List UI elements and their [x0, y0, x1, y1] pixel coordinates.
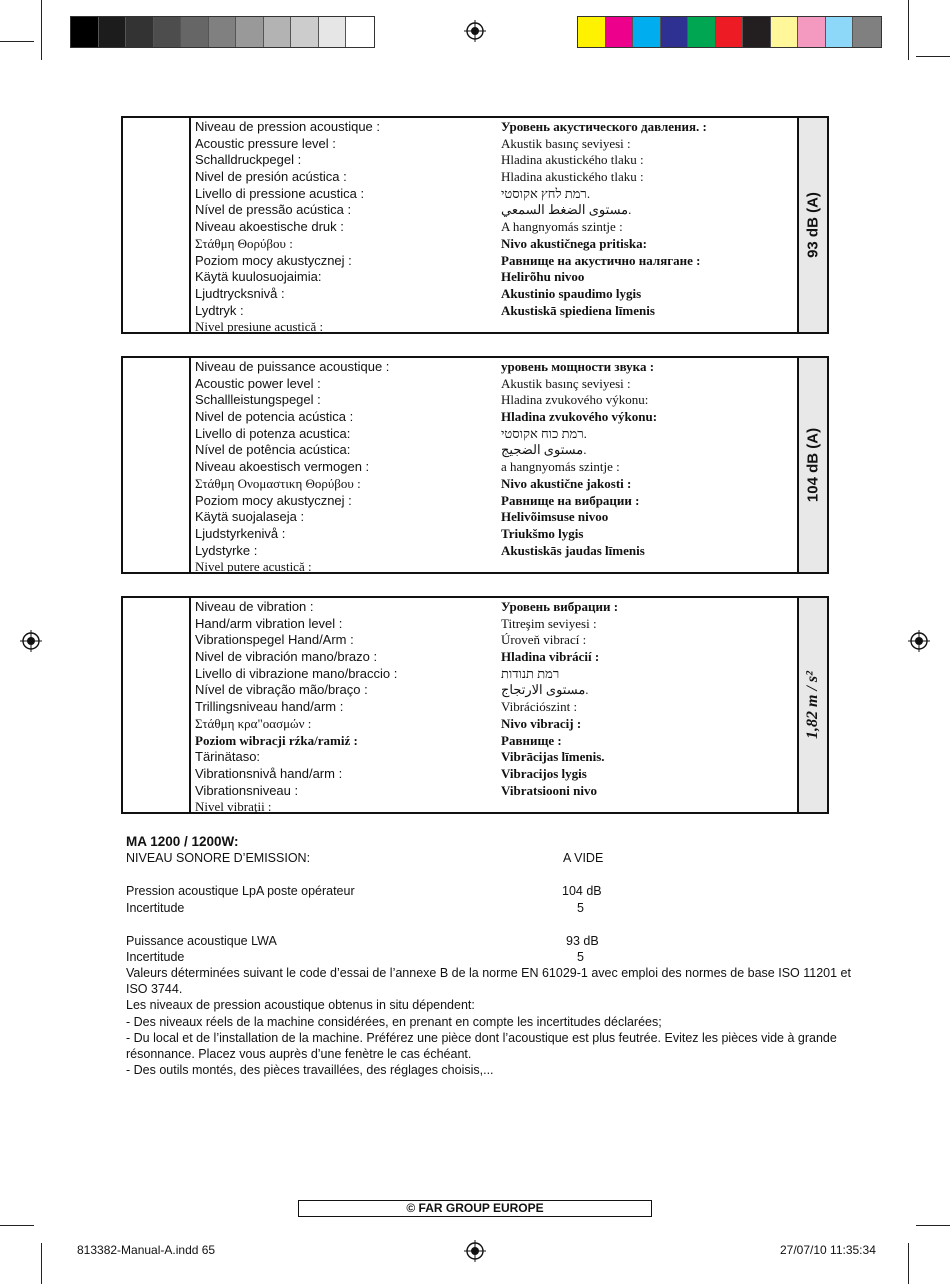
color-swatch: [291, 17, 319, 47]
table-rows: [195, 119, 793, 336]
row-translation: Уровень вибрации :: [501, 599, 619, 614]
table-row: [195, 559, 793, 576]
row-translation: Helirõhu nivoo: [501, 269, 585, 285]
table-row: [195, 392, 793, 409]
row-label: Acoustic power level :: [195, 375, 321, 391]
row-label: Ljudstyrkenivå :: [195, 525, 286, 541]
color-swatch: [99, 17, 127, 47]
row-label: Nível de vibração mão/braço :: [195, 682, 368, 698]
row-label: Schalldruckpegel :: [195, 152, 302, 168]
row-label: Livello di pressione acustica :: [195, 185, 365, 201]
copyright-box: © FAR GROUP EUROPE: [298, 1200, 652, 1217]
table-row: [195, 799, 793, 816]
table-row: [195, 699, 793, 716]
row-label: Nivel de potencia acústica :: [195, 409, 354, 425]
row-translation: Уровень акустического давления. :: [501, 119, 707, 134]
row-label: Στάθμη Θορύβου :: [195, 235, 293, 251]
row-label: Livello di potenza acustica:: [195, 425, 351, 441]
row-translation: Hladina zvukového výkonu:: [501, 409, 658, 425]
registration-mark-icon: [464, 1240, 486, 1262]
row-label: Nivel de presión acústica :: [195, 169, 347, 185]
row-label: Vibrationsniveau :: [195, 782, 299, 798]
table-row: [195, 783, 793, 800]
row-translation: مستوى الضغط السمعي.: [501, 202, 632, 218]
paragraph-line: Les niveaux de pression acoustique obtenus in situ dépendent:: [126, 998, 475, 1013]
color-swatch: [716, 17, 744, 47]
color-swatch: [688, 17, 716, 47]
row-translation: уровень мощности звука :: [501, 359, 655, 374]
row-translation: Равнище :: [501, 732, 562, 748]
table-row: [195, 682, 793, 699]
row-label: Poziom mocy akustycznej :: [195, 492, 352, 508]
row-label: Lydstyrke :: [195, 542, 258, 558]
row-label: Käytä kuulosuojaimia:: [195, 269, 322, 285]
color-swatch: [578, 17, 606, 47]
paragraph-line: ISO 3744.: [126, 982, 183, 997]
uncertainty-label: Incertitude: [126, 901, 185, 915]
row-translation: Hladina vibrácií :: [501, 649, 600, 665]
row-label: Nivel putere acustică :: [195, 559, 312, 575]
row-label: Στάθμη κρα"οασμών :: [195, 715, 312, 731]
color-swatch: [319, 17, 347, 47]
row-label: Nivel vibraţii :: [195, 799, 272, 815]
notes-paragraph: [126, 965, 851, 1078]
row-translation: Akustiskā spiediena līmenis: [501, 302, 655, 318]
color-swatch: [154, 17, 182, 47]
row-translation: רמת כוח אקוסטי.: [501, 425, 587, 441]
row-translation: Akustiskās jaudas līmenis: [501, 542, 645, 558]
paragraph-line: Valeurs déterminées suivant le code d’essai de l’annexe B de la norme EN 61029-1 avec emploi des normes de base ISO 11201 et: [126, 966, 851, 980]
paragraph-line: résonnance. Placez vous auprès d’une fenètre le cas échéant.: [126, 1047, 472, 1062]
row-translation: Akustik basınç seviyesi :: [501, 135, 631, 151]
crop-mark: [0, 41, 34, 42]
registration-mark-icon: [20, 630, 42, 652]
row-translation: Vibracijos lygis: [501, 765, 587, 781]
table-row: [195, 303, 793, 320]
row-translation: مستوى الارتجاج.: [501, 682, 589, 698]
crop-mark: [41, 1243, 42, 1284]
table-row: [195, 409, 793, 426]
row-translation: רמת תנודות: [501, 665, 560, 681]
paragraph-line: - Des outils montés, des pièces travaillées, des réglages choisis,...: [126, 1063, 494, 1078]
table-row: [195, 632, 793, 649]
power-label: Puissance acoustique LWA: [126, 934, 277, 948]
table-row: [195, 526, 793, 543]
color-swatch: [853, 17, 881, 47]
crop-mark: [0, 1225, 34, 1226]
color-swatch: [209, 17, 237, 47]
row-label: Nível de pressão acústica :: [195, 202, 352, 218]
table-row: [195, 136, 793, 153]
sound-power-table: [121, 356, 829, 574]
row-translation: Nivo akustične jakosti :: [501, 475, 632, 491]
row-label: Käytä suojalaseja :: [195, 509, 305, 525]
table-row: [195, 543, 793, 560]
color-swatch: [606, 17, 634, 47]
table-row: [195, 286, 793, 303]
row-translation: Nivo akustičnega pritiska:: [501, 235, 647, 251]
table-row: [195, 119, 793, 136]
table-row: [195, 493, 793, 510]
row-label: Niveau de puissance acoustique :: [195, 359, 390, 374]
color-swatch: [71, 17, 99, 47]
paragraph-line: - Des niveaux réels de la machine considérées, en prenant en compte les incertitudes déclarées;: [126, 1014, 662, 1029]
pressure-value: 104 dB: [562, 884, 602, 898]
emission-value: A VIDE: [563, 851, 604, 865]
row-label: Hand/arm vibration level :: [195, 615, 343, 631]
emission-label: NIVEAU SONORE D’EMISSION:: [126, 851, 311, 865]
row-translation: Hladina akustického tlaku :: [501, 169, 644, 185]
table-row: [195, 219, 793, 236]
row-translation: רמת לחץ אקוסטי.: [501, 185, 591, 201]
sound-pressure-table: [121, 116, 829, 334]
vibration-table: [121, 596, 829, 814]
row-translation: مستوى الضجيج.: [501, 442, 587, 458]
row-label: Niveau de vibration :: [195, 599, 314, 614]
blank-cell: [123, 118, 191, 332]
sound-power-value: 104 dB (A): [804, 427, 822, 503]
table-row: [195, 716, 793, 733]
table-row: [195, 616, 793, 633]
table-rows: [195, 359, 793, 576]
row-label: Nivel presiune acustică :: [195, 319, 324, 335]
registration-mark-icon: [908, 630, 930, 652]
timestamp: 27/07/10 11:35:34: [780, 1243, 876, 1257]
row-translation: Akustinio spaudimo lygis: [501, 285, 642, 301]
table-row: [195, 426, 793, 443]
row-label: Acoustic pressure level :: [195, 135, 336, 151]
row-translation: Равнище на акустично налягане :: [501, 252, 701, 268]
table-row: [195, 666, 793, 683]
table-row: [195, 766, 793, 783]
row-label: Tärinätaso:: [195, 749, 261, 765]
color-swatch: [181, 17, 209, 47]
row-label: Vibrationsnivå hand/arm :: [195, 765, 343, 781]
table-row: [195, 152, 793, 169]
table-row: [195, 269, 793, 286]
paragraph-line: - Du local et de l’installation de la machine. Préférez une pièce dont l’acoustique est plus feutrée. Evitez les pièces vide à grande: [126, 1030, 837, 1045]
table-rows: [195, 599, 793, 816]
row-translation: Vibrācijas līmenis.: [501, 749, 605, 765]
blank-cell: [123, 598, 191, 812]
row-translation: Hladina zvukového výkonu:: [501, 392, 649, 408]
crop-mark: [41, 0, 42, 60]
color-swatch: [633, 17, 661, 47]
row-label: Nível de potência acústica:: [195, 442, 351, 458]
row-translation: Hladina akustického tlaku :: [501, 152, 644, 168]
pressure-label: Pression acoustique LpA poste opérateur: [126, 884, 355, 898]
table-row: [195, 733, 793, 750]
row-label: Poziom wibracji rźka/ramiź :: [195, 732, 358, 748]
value-cell: [797, 358, 827, 572]
row-label: Lydtryk :: [195, 302, 244, 318]
row-translation: Vibratsiooni nivo: [501, 782, 597, 798]
grayscale-color-bar: [70, 16, 375, 48]
row-translation: Úroveň vibrací :: [501, 632, 587, 648]
row-label: Livello di vibrazione mano/braccio :: [195, 665, 398, 681]
color-swatch: [264, 17, 292, 47]
color-swatch: [798, 17, 826, 47]
registration-mark-icon: [464, 20, 486, 42]
table-row: [195, 202, 793, 219]
row-label: Trillingsniveau hand/arm :: [195, 699, 344, 715]
table-row: [195, 442, 793, 459]
row-translation: A hangnyomás szintje :: [501, 219, 623, 235]
row-translation: Akustik basınç seviyesi :: [501, 375, 631, 391]
row-label: Ljudtrycksnivå :: [195, 285, 285, 301]
table-row: [195, 186, 793, 203]
model-heading: MA 1200 / 1200W:: [126, 834, 239, 849]
row-label: Niveau akoestische druk :: [195, 219, 344, 235]
table-row: [195, 599, 793, 616]
row-label: Schallleistungspegel :: [195, 392, 321, 408]
table-row: [195, 236, 793, 253]
crop-mark: [908, 0, 909, 60]
row-translation: Triukšmo lygis: [501, 525, 584, 541]
color-swatch: [771, 17, 799, 47]
row-label: Στάθμη Ονομαστικη Θορύβου :: [195, 475, 361, 491]
row-translation: a hangnyomás szintje :: [501, 459, 620, 475]
row-label: Poziom mocy akustycznej :: [195, 252, 352, 268]
row-translation: Vibrációszint :: [501, 699, 578, 715]
table-row: [195, 749, 793, 766]
uncertainty-value: 5: [577, 950, 584, 964]
blank-cell: [123, 358, 191, 572]
table-row: [195, 476, 793, 493]
table-row: [195, 509, 793, 526]
table-row: [195, 649, 793, 666]
color-swatch: [826, 17, 854, 47]
crop-mark: [916, 1225, 950, 1226]
table-row: [195, 376, 793, 393]
file-info: 813382-Manual-A.indd 65: [77, 1243, 216, 1257]
crop-mark: [916, 56, 950, 57]
row-label: Vibrationspegel Hand/Arm :: [195, 632, 354, 648]
power-value: 93 dB: [566, 934, 599, 948]
crop-mark: [908, 1243, 909, 1284]
color-swatch: [743, 17, 771, 47]
row-label: Niveau de pression acoustique :: [195, 119, 381, 134]
row-translation: Nivo vibracij :: [501, 715, 582, 731]
uncertainty-label: Incertitude: [126, 950, 185, 964]
row-label: Nivel de vibración mano/brazo :: [195, 649, 378, 665]
table-row: [195, 319, 793, 336]
process-color-bar: [577, 16, 882, 48]
uncertainty-value: 5: [577, 901, 584, 915]
color-swatch: [236, 17, 264, 47]
value-cell: [797, 598, 827, 812]
color-swatch: [346, 17, 374, 47]
row-translation: Равнище на вибрации :: [501, 492, 640, 508]
table-row: [195, 253, 793, 270]
row-translation: Titreşim seviyesi :: [501, 615, 597, 631]
table-row: [195, 459, 793, 476]
color-swatch: [661, 17, 689, 47]
row-translation: Helivõimsuse nivoo: [501, 509, 609, 525]
table-row: [195, 359, 793, 376]
vibration-value: 1,82 m / s²: [804, 671, 821, 739]
row-label: Niveau akoestisch vermogen :: [195, 459, 370, 475]
sound-pressure-value: 93 dB (A): [804, 192, 822, 258]
table-row: [195, 169, 793, 186]
value-cell: [797, 118, 827, 332]
color-swatch: [126, 17, 154, 47]
